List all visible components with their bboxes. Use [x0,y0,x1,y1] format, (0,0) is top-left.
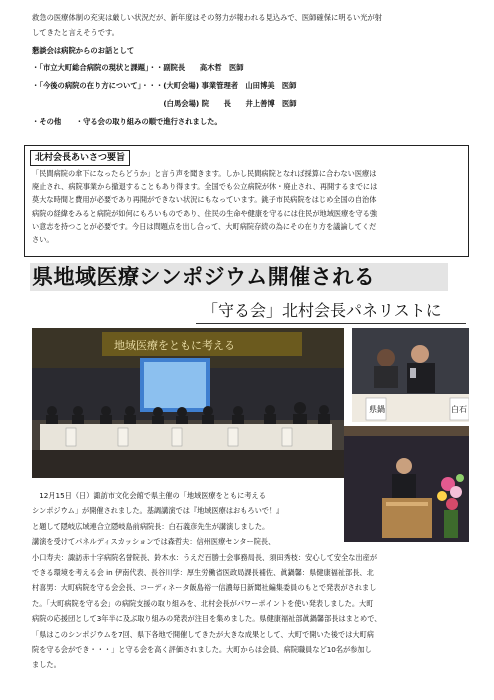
body-line: ました。 [32,660,61,670]
intro-line-1: 救急の医療体制の充実は厳しい状況だが、新年度はその努力が報われる見込みで、医師確保に明るい光が射 [32,13,383,22]
greeting-body [32,167,462,246]
greeting-title: 北村会長あいさつ要旨 [30,150,130,166]
article-headline: 県地域医療シンポジウム開催される [32,265,376,289]
body-line: 12月15日（日）諏訪市文化会館で県主催の「地域医療をともに考える [32,491,266,500]
greeting-line: 「民間病院の傘下になったらどうか」と言う声を聞きます。しかし民間病院となれば採算に合わない医療は [32,169,377,178]
body-line: 村喜男：大町病院を守る会会長、コーディネータ飯島裕一信濃毎日新聞社編集委員のもとで発表がされまし [32,583,377,593]
body-line: シンポジウム」が開催されました。基調講演では『地域医療はおもろいで！』 [32,506,284,516]
body-line: と題して隠岐広域連合立隠岐島前病院長：白石義彦先生が講演しました。 [32,521,270,531]
intro-item-1: ・「市立大町総合病院の現状と課題」・・副院長 高木哲 医師 [32,63,244,72]
intro-item-2: ・「今後の病院の在り方について」・・・(大町会場) 事業管理者 山田博美 医師 [32,81,297,90]
body-line: 「県はこのシンポジウムを7回、県下各地で開催してきたが大きな成果として、大町で開いた後では大町病 [32,629,374,639]
greeting-line: 病院の経緯をみると病院が如何にもろいものであり、住民の生命や健康を守るには住民が地域医療を守る強 [32,208,378,218]
body-line: 病院の応援団として3年半に及ぶ取り組みの発表が注目を集めました。県健康福祉部眞鍋馨部長はまとめで、 [32,614,382,624]
body-line: 院を守る会ができ・・・」と守る会を高く評価されました。大町からは会員、病院職員など10名が参加し [32,645,372,655]
nameplate-text-2: 白石 [451,405,467,414]
body-line: 小口寿夫：諏訪赤十字病院名誉院長、鈴木水：うえだ百勝士会事務局長、須田秀枝：安心して安全な出産が [32,552,378,562]
greeting-line: 莫大な時間と費用が必要であり再開ができない状況にもなっています。銚子市民病院をはじめ全国の自治体 [32,195,377,205]
section-title: 懇談会は病院からのお話として [32,46,135,55]
article-subhead: 「守る会」北村会長パネリストに [202,301,442,320]
intro-item-3: (白馬会場) 院 長 井上善博 医師 [32,99,297,108]
symposium-stage-photo [32,328,344,478]
body-line: できる環境を考える会 in 伊南代表、長谷川学：厚生労働省医政局課長補佐、眞鍋馨：県健康福祉部長、北 [32,568,374,578]
stage-banner-text: 地域医療をともに考える [114,339,235,352]
intro-line-2: してきたと言えそうです。 [32,28,119,37]
subhead-underline [196,323,466,324]
greeting-line: さい。 [32,235,54,245]
body-line: た。「大町病院を守る会」の病院支援の取り組みを、北村会長がパワーポイントを使い発表しました。大町 [32,598,374,608]
nameplate-text-1: 県鍋 [369,405,385,414]
body-line: 講演を受けてパネルディスカッションでは森哲夫：信州医療センター院長、 [32,537,276,547]
greeting-line: 廃止され、病院事業から撤退することもあり得ます。全国でも公立病院が休・廃止され、再開するまでには [32,182,378,192]
speaker-photo [352,328,469,422]
intro-item-4: ・その他 ・守る会の取り組みの順で進行されました。 [32,117,222,126]
article-body [32,488,472,673]
greeting-line: い意志を持つことが必要です。今日は問題点を出し合って、大町病院存続の為にその在り方を議論してくだ [32,221,377,231]
